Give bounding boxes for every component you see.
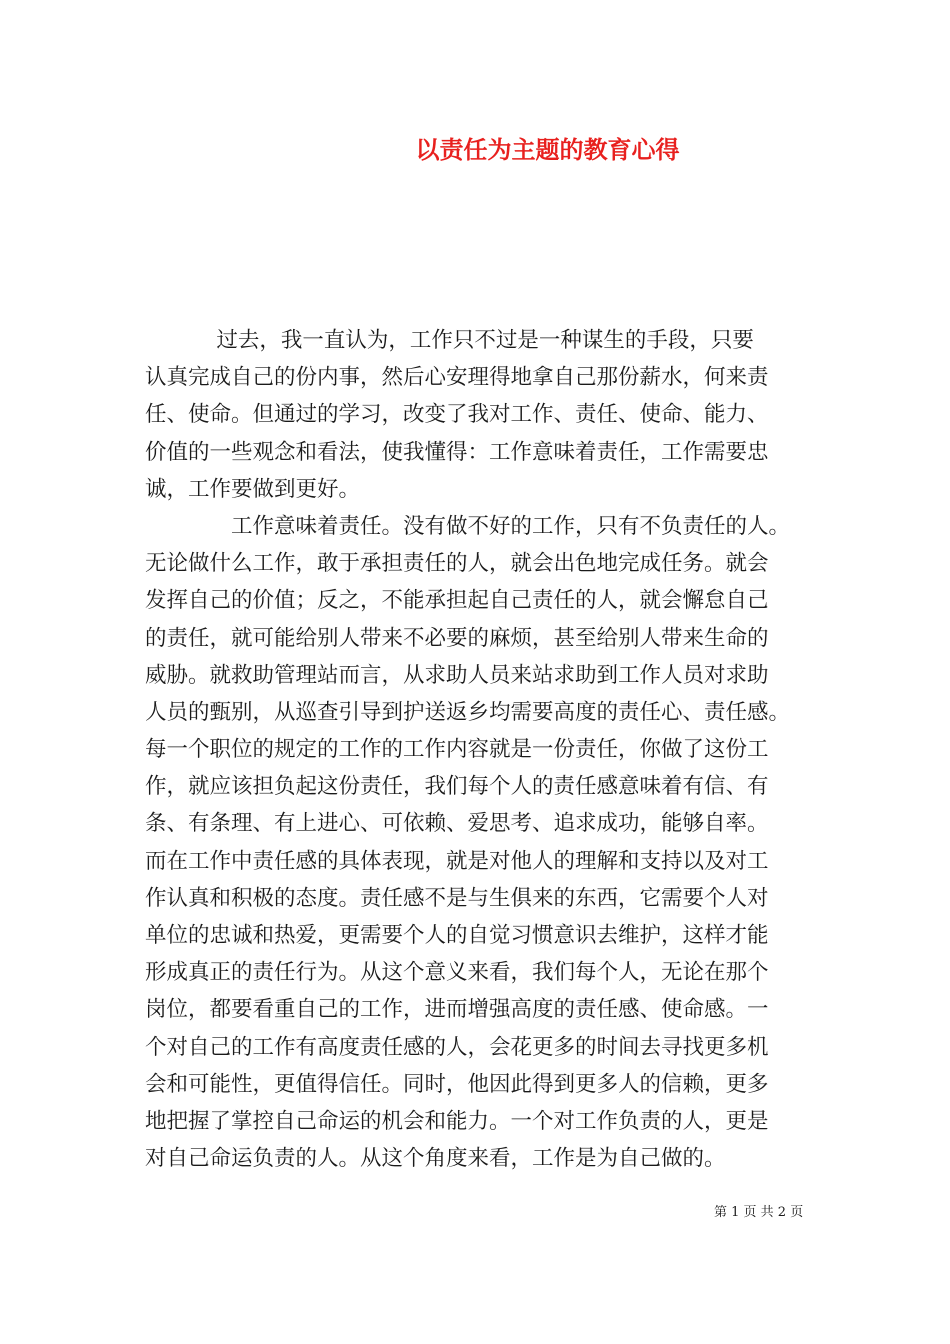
text-line: 条、有条理、有上进心、可依赖、爱思考、追求成功，能够自率。 (145, 811, 769, 837)
text-line: 的责任，就可能给别人带来不必要的麻烦，甚至给别人带来生命的 (145, 625, 769, 651)
text-line: 而在工作中责任感的具体表现，就是对他人的理解和支持以及对工 (145, 848, 769, 874)
text-line: 人员的甄别，从巡查引导到护送返乡均需要高度的责任心、责任感。 (145, 699, 791, 725)
text-line: 工作意味着责任。没有做不好的工作，只有不负责任的人。 (145, 513, 791, 539)
text-line: 作认真和积极的态度。责任感不是与生俱来的东西，它需要个人对 (145, 885, 769, 911)
text-line: 岗位，都要看重自己的工作，进而增强高度的责任感、使命感。一 (145, 997, 769, 1023)
document-title: 以责任为主题的教育心得 (415, 135, 680, 164)
document-body (145, 322, 805, 1177)
text-line: 地把握了掌控自己命运的机会和能力。一个对工作负责的人，更是 (145, 1108, 769, 1134)
text-line: 形成真正的责任行为。从这个意义来看，我们每个人，无论在那个 (145, 960, 769, 986)
text-line: 发挥自己的价值；反之，不能承担起自己责任的人，就会懈怠自己 (145, 588, 769, 614)
text-line: 每一个职位的规定的工作的工作内容就是一份责任，你做了这份工 (145, 737, 769, 763)
text-line: 无论做什么工作，敢于承担责任的人，就会出色地完成任务。就会 (145, 551, 769, 577)
text-line: 会和可能性，更值得信任。同时，他因此得到更多人的信赖，更多 (145, 1071, 769, 1097)
text-line: 过去，我一直认为，工作只不过是一种谋生的手段，只要 (145, 328, 754, 353)
text-line: 价值的一些观念和看法，使我懂得：工作意味着责任，工作需要忠 (145, 439, 769, 465)
text-line: 作，就应该担负起这份责任，我们每个人的责任感意味着有信、有 (145, 774, 769, 800)
page-number: 第 1 页 共 2 页 (714, 1205, 804, 1220)
text-line: 单位的忠诚和热爱，更需要个人的自觉习惯意识去维护，这样才能 (145, 923, 769, 948)
text-line: 个对自己的工作有高度责任感的人，会花更多的时间去寻找更多机 (145, 1034, 769, 1060)
text-line: 诚，工作要做到更好。 (145, 476, 361, 502)
text-line: 威胁。就救助管理站而言，从求助人员来站求助到工作人员对求助 (145, 662, 769, 688)
text-line: 认真完成自己的份内事，然后心安理得地拿自己那份薪水，何来责 (145, 365, 769, 391)
text-line: 任、使命。但通过的学习，改变了我对工作、责任、使命、能力、 (145, 402, 769, 428)
text-line: 对自己命运负责的人。从这个角度来看，工作是为自己做的。 (145, 1146, 726, 1172)
